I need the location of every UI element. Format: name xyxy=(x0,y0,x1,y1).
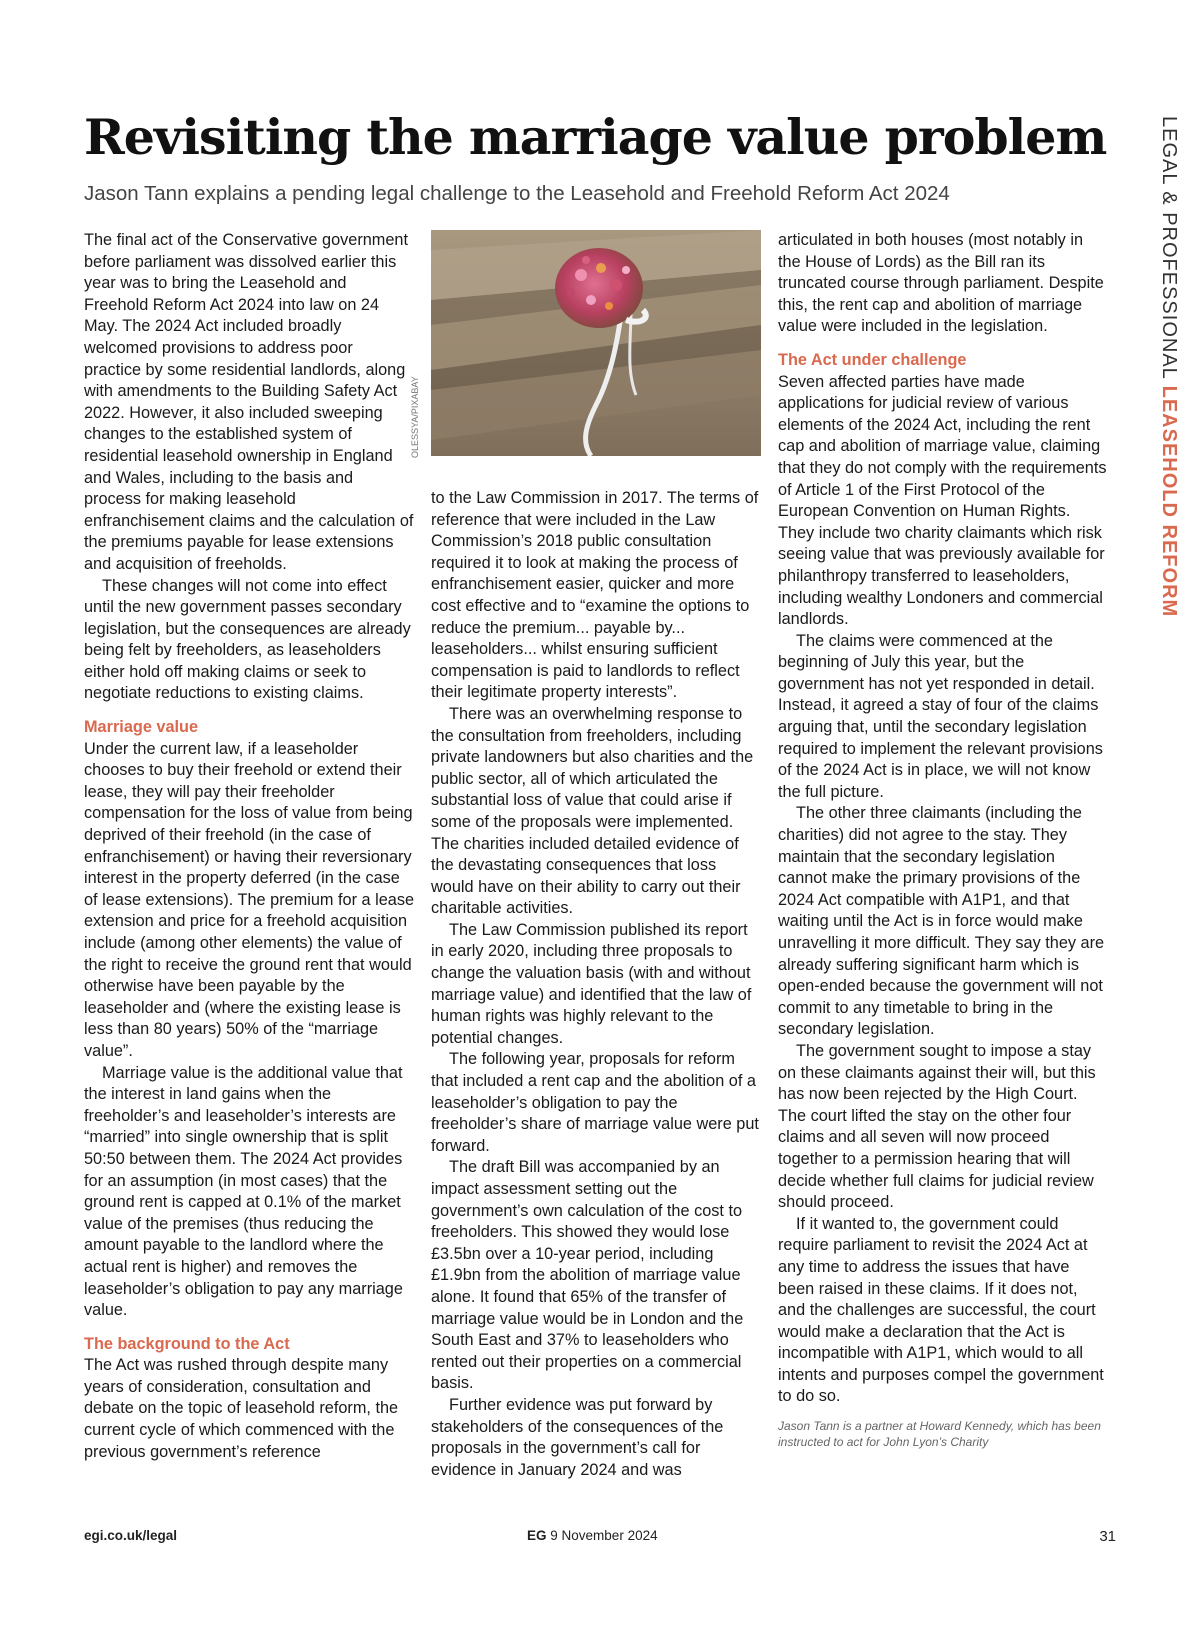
paragraph: Marriage value is the additional value that the interest in land gains when the freeholder’s and leaseholder’s interests are “married” into single ownership that is split 50:50 between them. The 2024 Act provides for an assumption (in most cases) that the ground rent is capped at 0.1% of the market value of the premises (thus reducing the amount payable to the landlord where the actual rent is higher) and removes the leaseholder’s obligation to pay any marriage value. xyxy=(84,1063,403,1320)
section-name: LEGAL & PROFESSIONAL xyxy=(1158,116,1180,380)
paragraph: to the Law Commission in 2017. The terms of reference that were included in the Law Commission’s 2018 public consultation required it to look at making the process of enfranchisement easier, quicker and more cost effective and to “examine the options to reduce the premium... payable by... leaseholders... whilst ensuring sufficient compensation is paid to landlords to reflect their legitimate property interests”. xyxy=(431,489,759,702)
subheading-act-under-challenge: The Act under challenge xyxy=(778,350,967,369)
paragraph: articulated in both houses (most notably in the House of Lords) as the Bill ran its truncated course through parliament. Despite this, the rent cap and abolition of marriage value were included in the legislation. xyxy=(778,231,1104,336)
section-topic: LEASEHOLD REFORM xyxy=(1158,385,1180,618)
section-label-text xyxy=(1157,116,1180,617)
photo-credit-text: OLESSYA/PIXABAY xyxy=(410,376,420,458)
column-3 xyxy=(778,230,1108,1450)
footer-site-text[interactable]: egi.co.uk/legal xyxy=(84,1528,178,1543)
paragraph: The Law Commission published its report in early 2020, including three proposals to change the valuation basis (with and without marriage value) and identified that the law of human rights was highly relevant to the potential changes. xyxy=(431,920,752,1047)
article-title: Revisiting the marriage value problem xyxy=(84,108,1107,166)
paragraph: The following year, proposals for reform that included a rent cap and the abolition of a leaseholder’s obligation to pay the freeholder’s share of marriage value were put forward. xyxy=(431,1050,759,1155)
column-2 xyxy=(431,488,761,1481)
photo-credit xyxy=(410,378,430,458)
section-label xyxy=(1150,116,1180,618)
paragraph: Under the current law, if a leaseholder chooses to buy their freehold or extend their lease, they will pay their freeholder compensation for the loss of value from being deprived of their freehold (in the case of enfranchisement) or having their reversionary interest in the property deferred (in the case of lease extensions). The premium for a lease extension and price for a freehold acquisition include (among other elements) the value of the right to receive the ground rent that would otherwise have been payable by the leaseholder and (where the existing lease is less than 80 years) 50% of the “marriage value”. xyxy=(84,739,415,1060)
bouquet-on-steps-image xyxy=(431,230,761,456)
paragraph: Seven affected parties have made applications for judicial review of various elements of the 2024 Act, including the rent cap and abolition of marriage value, claiming that they do not comply with the requirements of Article 1 of the First Protocol of the European Convention on Human Rights. They include two charity claimants which risk seeing value that was previously available for philanthropy transferred to leaseholders, including wealthy Londoners and commercial landlords. xyxy=(778,372,1107,629)
page-number: 31 xyxy=(1099,1528,1116,1545)
paragraph: The other three claimants (including the charities) did not agree to the stay. They maintain that the secondary legislation cannot make the primary provisions of the 2024 Act compatible with A1P1, and that waiting until the Act is in force would make unravelling it more difficult. They say they are already suffering significant harm which is open-ended because the government will not commit to any timetable to bring in the secondary legislation. xyxy=(778,804,1105,1039)
footer-magazine: EG xyxy=(527,1528,547,1543)
column-1 xyxy=(84,230,414,1463)
paragraph: The final act of the Conservative government before parliament was dissolved earlier this year was to bring the Leasehold and Freehold Reform Act 2024 into law on 24 May. The 2024 Act included broadly welcomed provisions to address poor practice by some residential landlords, along with amendments to the Building Safety Act 2022. However, it also included sweeping changes to the established system of residential leasehold ownership in England and Wales, including to the basis and process for making leasehold enfranchisement claims and the calculation of the premiums payable for lease extensions and acquisition of freeholds. xyxy=(84,231,414,573)
paragraph: If it wanted to, the government could require parliament to revisit the 2024 Act at any time to address the issues that have been raised in these claims. If it does not, and the challenges are successful, the court would make a declaration that the Act is incompatible with A1P1, which would to all intents and purposes compel the government to do so. xyxy=(778,1214,1104,1406)
paragraph: The draft Bill was accompanied by an impact assessment setting out the government’s own calculation of the cost to freeholders. This showed they would lose £3.5bn over a 10-year period, including £1.9bn from the abolition of marriage value alone. It found that 65% of the transfer of marriage value would be in London and the South East and 37% to leaseholders who rented out their properties on a commercial basis. xyxy=(431,1158,744,1393)
footer-site-link[interactable] xyxy=(84,1528,177,1543)
footer-date: 9 November 2024 xyxy=(550,1528,658,1543)
article-standfirst: Jason Tann explains a pending legal challenge to the Leasehold and Freehold Reform Act 2024 xyxy=(84,182,950,205)
paragraph: Further evidence was put forward by stakeholders of the consequences of the proposals in the government’s call for evidence in January 2024 and was xyxy=(431,1395,724,1479)
paragraph: There was an overwhelming response to the consultation from freeholders, including private landowners but also charities and the public sector, all of which articulated the substantial loss of value that could arise if some of the proposals were implemented. The charities included detailed evidence of the devastating consequences that loss would have on their ability to carry out their charitable activities. xyxy=(431,704,754,918)
subheading-background: The background to the Act xyxy=(84,1334,290,1353)
author-bio: Jason Tann is a partner at Howard Kennedy, which has been instructed to act for John Lyon’s Charity xyxy=(778,1419,1101,1450)
bouquet-photo xyxy=(431,230,761,456)
subheading-marriage-value: Marriage value xyxy=(84,718,199,737)
paragraph: The government sought to impose a stay on these claimants against their will, but this has now been rejected by the High Court. The court lifted the stay on the other four claims and all seven will now proceed together to a permission hearing that will decide whether full claims for judicial review should proceed. xyxy=(778,1041,1096,1212)
paragraph: The Act was rushed through despite many years of consideration, consultation and debate on the topic of leasehold reform, the current cycle of which commenced with the previous government’s reference xyxy=(84,1356,399,1461)
paragraph: These changes will not come into effect until the new government passes secondary legislation, but the consequences are already being felt by freeholders, as leaseholders either hold off making claims or seek to negotiate reductions to existing claims. xyxy=(84,576,411,703)
footer-issue xyxy=(527,1528,658,1543)
paragraph: The claims were commenced at the beginning of July this year, but the government has not yet responded in detail. Instead, it agreed a stay of four of the claims arguing that, until the secondary legislation required to implement the relevant provisions of the 2024 Act is in place, we will not know the full picture. xyxy=(778,631,1103,801)
